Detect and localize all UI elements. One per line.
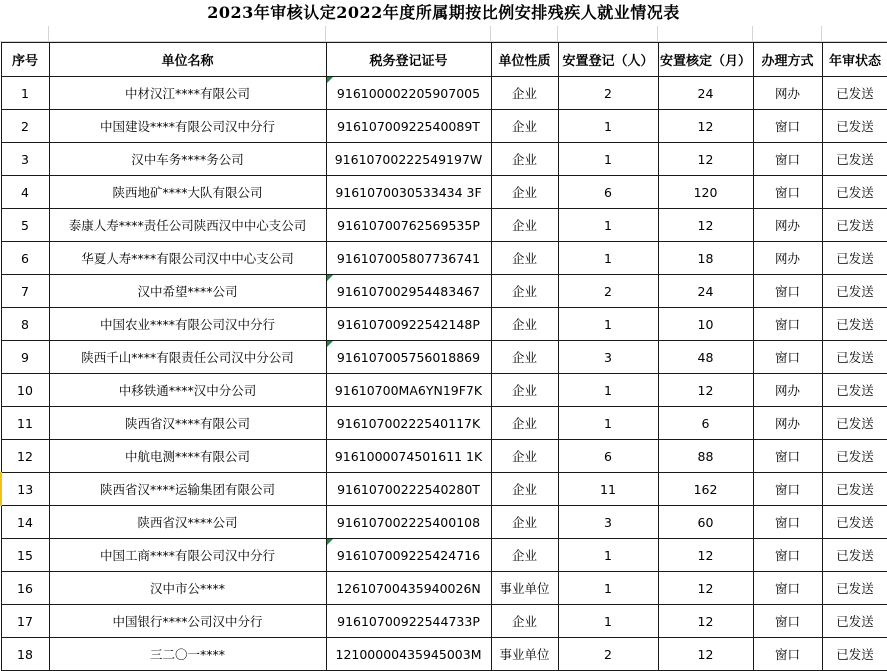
- cell-tax-id[interactable]: 916107005756018869: [326, 341, 491, 374]
- cell-tax-id[interactable]: 916107009225424716: [326, 539, 491, 572]
- cell-tax-id[interactable]: 9161070030533434 3F: [326, 176, 491, 209]
- cell-unit-type[interactable]: 企业: [491, 176, 558, 209]
- cell-months[interactable]: 12: [658, 209, 753, 242]
- cell-status[interactable]: 已发送: [822, 308, 887, 341]
- cell-unit-type[interactable]: 企业: [491, 209, 558, 242]
- cell-tax-id[interactable]: 916107005807736741: [326, 242, 491, 275]
- cell-unit-name[interactable]: 中移铁通****汉中分公司: [49, 374, 326, 407]
- cell-unit-name[interactable]: 中国建设****有限公司汉中分行: [49, 110, 326, 143]
- employment-table: [0, 42, 887, 671]
- cell-no[interactable]: 13: [1, 473, 49, 506]
- cell-status[interactable]: 已发送: [822, 473, 887, 506]
- cell-unit-name[interactable]: 中国银行****公司汉中分行: [49, 605, 326, 638]
- cell-months[interactable]: 12: [658, 374, 753, 407]
- cell-unit-name[interactable]: 泰康人寿****责任公司陕西汉中中心支公司: [49, 209, 326, 242]
- cell-unit-name[interactable]: 中材汉江****有限公司: [49, 77, 326, 110]
- cell-unit-name[interactable]: 中航电测****有限公司: [49, 440, 326, 473]
- cell-unit-name[interactable]: 中国工商****有限公司汉中分行: [49, 539, 326, 572]
- table-row[interactable]: [1, 473, 887, 506]
- cell-status[interactable]: 已发送: [822, 572, 887, 605]
- cell-no[interactable]: 1: [1, 77, 49, 110]
- cell-unit-name[interactable]: 陕西省汉****运输集团有限公司: [49, 473, 326, 506]
- cell-registered[interactable]: 1: [558, 242, 658, 275]
- cell-unit-type[interactable]: 企业: [491, 275, 558, 308]
- cell-tax-id[interactable]: 12610700435940026N: [326, 572, 491, 605]
- cell-no[interactable]: 16: [1, 572, 49, 605]
- cell-tax-id[interactable]: 91610700762569535P: [326, 209, 491, 242]
- cell-unit-name[interactable]: 陕西省汉****有限公司: [49, 407, 326, 440]
- cell-months[interactable]: 12: [658, 605, 753, 638]
- cell-method[interactable]: 窗口: [753, 308, 822, 341]
- cell-unit-type[interactable]: 企业: [491, 539, 558, 572]
- table-row[interactable]: [1, 242, 887, 275]
- cell-status[interactable]: 已发送: [822, 506, 887, 539]
- table-row[interactable]: [1, 77, 887, 110]
- col-header-tax-id[interactable]: 税务登记证号: [326, 43, 491, 77]
- cell-method[interactable]: 窗口: [753, 110, 822, 143]
- cell-unit-type[interactable]: 企业: [491, 77, 558, 110]
- cell-registered[interactable]: 1: [558, 143, 658, 176]
- cell-no[interactable]: 3: [1, 143, 49, 176]
- cell-status[interactable]: 已发送: [822, 176, 887, 209]
- cell-status[interactable]: 已发送: [822, 605, 887, 638]
- cell-months[interactable]: 10: [658, 308, 753, 341]
- table-row[interactable]: [1, 143, 887, 176]
- cell-months[interactable]: 12: [658, 638, 753, 671]
- col-header-name[interactable]: 单位名称: [49, 43, 326, 77]
- cell-method[interactable]: 窗口: [753, 506, 822, 539]
- cell-no[interactable]: 18: [1, 638, 49, 671]
- cell-method[interactable]: 窗口: [753, 473, 822, 506]
- cell-unit-name[interactable]: 陕西千山****有限责任公司汉中分公司: [49, 341, 326, 374]
- cell-registered[interactable]: 2: [558, 275, 658, 308]
- cell-unit-type[interactable]: 企业: [491, 374, 558, 407]
- cell-months[interactable]: 24: [658, 77, 753, 110]
- cell-status[interactable]: 已发送: [822, 77, 887, 110]
- cell-registered[interactable]: 1: [558, 407, 658, 440]
- cell-status[interactable]: 已发送: [822, 242, 887, 275]
- cell-no[interactable]: 7: [1, 275, 49, 308]
- cell-no[interactable]: 5: [1, 209, 49, 242]
- cell-months[interactable]: 162: [658, 473, 753, 506]
- cell-unit-type[interactable]: 企业: [491, 341, 558, 374]
- cell-no[interactable]: 9: [1, 341, 49, 374]
- cell-months[interactable]: 6: [658, 407, 753, 440]
- table-row[interactable]: [1, 539, 887, 572]
- cell-status[interactable]: 已发送: [822, 539, 887, 572]
- cell-method[interactable]: 窗口: [753, 143, 822, 176]
- cell-unit-name[interactable]: 华夏人寿****有限公司汉中中心支公司: [49, 242, 326, 275]
- cell-months[interactable]: 12: [658, 572, 753, 605]
- cell-registered[interactable]: 1: [558, 209, 658, 242]
- cell-status[interactable]: 已发送: [822, 341, 887, 374]
- cell-registered[interactable]: 3: [558, 506, 658, 539]
- cell-status[interactable]: 已发送: [822, 110, 887, 143]
- cell-registered[interactable]: 3: [558, 341, 658, 374]
- cell-status[interactable]: 已发送: [822, 407, 887, 440]
- cell-unit-type[interactable]: 企业: [491, 407, 558, 440]
- col-header-registered[interactable]: 安置登记（人）: [558, 43, 658, 77]
- cell-status[interactable]: 已发送: [822, 143, 887, 176]
- cell-tax-id[interactable]: 9161000074501611 1K: [326, 440, 491, 473]
- cell-unit-name[interactable]: 中国农业****有限公司汉中分行: [49, 308, 326, 341]
- cell-months[interactable]: 12: [658, 110, 753, 143]
- cell-unit-name[interactable]: 陕西省汉****公司: [49, 506, 326, 539]
- cell-registered[interactable]: 6: [558, 176, 658, 209]
- table-row[interactable]: [1, 605, 887, 638]
- cell-no[interactable]: 2: [1, 110, 49, 143]
- cell-no[interactable]: 8: [1, 308, 49, 341]
- cell-no[interactable]: 4: [1, 176, 49, 209]
- cell-method[interactable]: 窗口: [753, 275, 822, 308]
- cell-unit-type[interactable]: 事业单位: [491, 638, 558, 671]
- cell-no[interactable]: 6: [1, 242, 49, 275]
- cell-tax-id[interactable]: 916100002205907005: [326, 77, 491, 110]
- cell-method[interactable]: 窗口: [753, 638, 822, 671]
- table-row[interactable]: [1, 374, 887, 407]
- blank-row[interactable]: [0, 26, 887, 42]
- cell-registered[interactable]: 6: [558, 440, 658, 473]
- table-row[interactable]: [1, 572, 887, 605]
- cell-unit-type[interactable]: 事业单位: [491, 572, 558, 605]
- cell-method[interactable]: 网办: [753, 209, 822, 242]
- cell-method[interactable]: 窗口: [753, 539, 822, 572]
- cell-unit-name[interactable]: 三二〇一****: [49, 638, 326, 671]
- cell-registered[interactable]: 1: [558, 374, 658, 407]
- table-row[interactable]: [1, 209, 887, 242]
- cell-tax-id[interactable]: 91610700MA6YN19F7K: [326, 374, 491, 407]
- cell-method[interactable]: 窗口: [753, 176, 822, 209]
- cell-registered[interactable]: 2: [558, 638, 658, 671]
- cell-unit-type[interactable]: 企业: [491, 308, 558, 341]
- col-header-type[interactable]: 单位性质: [491, 43, 558, 77]
- cell-registered[interactable]: 1: [558, 539, 658, 572]
- cell-tax-id[interactable]: 916107002954483467: [326, 275, 491, 308]
- cell-unit-type[interactable]: 企业: [491, 506, 558, 539]
- cell-method[interactable]: 网办: [753, 242, 822, 275]
- cell-unit-name[interactable]: 陕西地矿****大队有限公司: [49, 176, 326, 209]
- table-row[interactable]: [1, 506, 887, 539]
- cell-unit-type[interactable]: 企业: [491, 110, 558, 143]
- header-row: [1, 43, 887, 77]
- cell-months[interactable]: 12: [658, 143, 753, 176]
- table-row[interactable]: [1, 341, 887, 374]
- sheet-title[interactable]: 2023年审核认定2022年度所属期按比例安排残疾人就业情况表: [207, 3, 680, 22]
- cell-no[interactable]: 17: [1, 605, 49, 638]
- cell-unit-type[interactable]: 企业: [491, 605, 558, 638]
- cell-status[interactable]: 已发送: [822, 374, 887, 407]
- cell-registered[interactable]: 11: [558, 473, 658, 506]
- cell-status[interactable]: 已发送: [822, 275, 887, 308]
- cell-no[interactable]: 10: [1, 374, 49, 407]
- cell-months[interactable]: 24: [658, 275, 753, 308]
- cell-no[interactable]: 11: [1, 407, 49, 440]
- cell-tax-id[interactable]: 91610700222540117K: [326, 407, 491, 440]
- cell-months[interactable]: 88: [658, 440, 753, 473]
- table-row[interactable]: [1, 110, 887, 143]
- cell-no[interactable]: 12: [1, 440, 49, 473]
- cell-method[interactable]: 网办: [753, 77, 822, 110]
- cell-registered[interactable]: 1: [558, 572, 658, 605]
- col-header-no[interactable]: 序号: [1, 43, 49, 77]
- col-header-status[interactable]: 年审状态: [822, 43, 887, 77]
- cell-method[interactable]: 窗口: [753, 440, 822, 473]
- table-row[interactable]: [1, 308, 887, 341]
- col-header-method[interactable]: 办理方式: [753, 43, 822, 77]
- cell-no[interactable]: 14: [1, 506, 49, 539]
- cell-tax-id[interactable]: 91610700922540089T: [326, 110, 491, 143]
- table-row[interactable]: [1, 440, 887, 473]
- table-row[interactable]: [1, 407, 887, 440]
- cell-tax-id[interactable]: 91610700922542148P: [326, 308, 491, 341]
- cell-registered[interactable]: 2: [558, 77, 658, 110]
- cell-no[interactable]: 15: [1, 539, 49, 572]
- cell-status[interactable]: 已发送: [822, 209, 887, 242]
- table-body: [1, 77, 887, 671]
- cell-unit-type[interactable]: 企业: [491, 143, 558, 176]
- col-header-months[interactable]: 安置核定（月）: [658, 43, 753, 77]
- cell-unit-type[interactable]: 企业: [491, 242, 558, 275]
- cell-status[interactable]: 已发送: [822, 440, 887, 473]
- cell-unit-type[interactable]: 企业: [491, 440, 558, 473]
- cell-status[interactable]: 已发送: [822, 638, 887, 671]
- cell-unit-name[interactable]: 汉中市公****: [49, 572, 326, 605]
- cell-tax-id[interactable]: 91610700222540280T: [326, 473, 491, 506]
- cell-tax-id[interactable]: 12100000435945003M: [326, 638, 491, 671]
- cell-registered[interactable]: 1: [558, 110, 658, 143]
- cell-method[interactable]: 窗口: [753, 341, 822, 374]
- cell-tax-id[interactable]: 916107002225400108: [326, 506, 491, 539]
- cell-months[interactable]: 120: [658, 176, 753, 209]
- cell-method[interactable]: 窗口: [753, 572, 822, 605]
- cell-method[interactable]: 网办: [753, 407, 822, 440]
- table-row[interactable]: [1, 638, 887, 671]
- cell-unit-name[interactable]: 汉中车务****务公司: [49, 143, 326, 176]
- cell-months[interactable]: 12: [658, 539, 753, 572]
- cell-unit-name[interactable]: 汉中希望****公司: [49, 275, 326, 308]
- cell-registered[interactable]: 1: [558, 605, 658, 638]
- cell-tax-id[interactable]: 91610700222549197W: [326, 143, 491, 176]
- cell-months[interactable]: 60: [658, 506, 753, 539]
- cell-unit-type[interactable]: 企业: [491, 473, 558, 506]
- cell-tax-id[interactable]: 91610700922544733P: [326, 605, 491, 638]
- table-row[interactable]: [1, 275, 887, 308]
- cell-registered[interactable]: 1: [558, 308, 658, 341]
- cell-method[interactable]: 网办: [753, 374, 822, 407]
- cell-months[interactable]: 48: [658, 341, 753, 374]
- cell-months[interactable]: 18: [658, 242, 753, 275]
- table-row[interactable]: [1, 176, 887, 209]
- cell-method[interactable]: 窗口: [753, 605, 822, 638]
